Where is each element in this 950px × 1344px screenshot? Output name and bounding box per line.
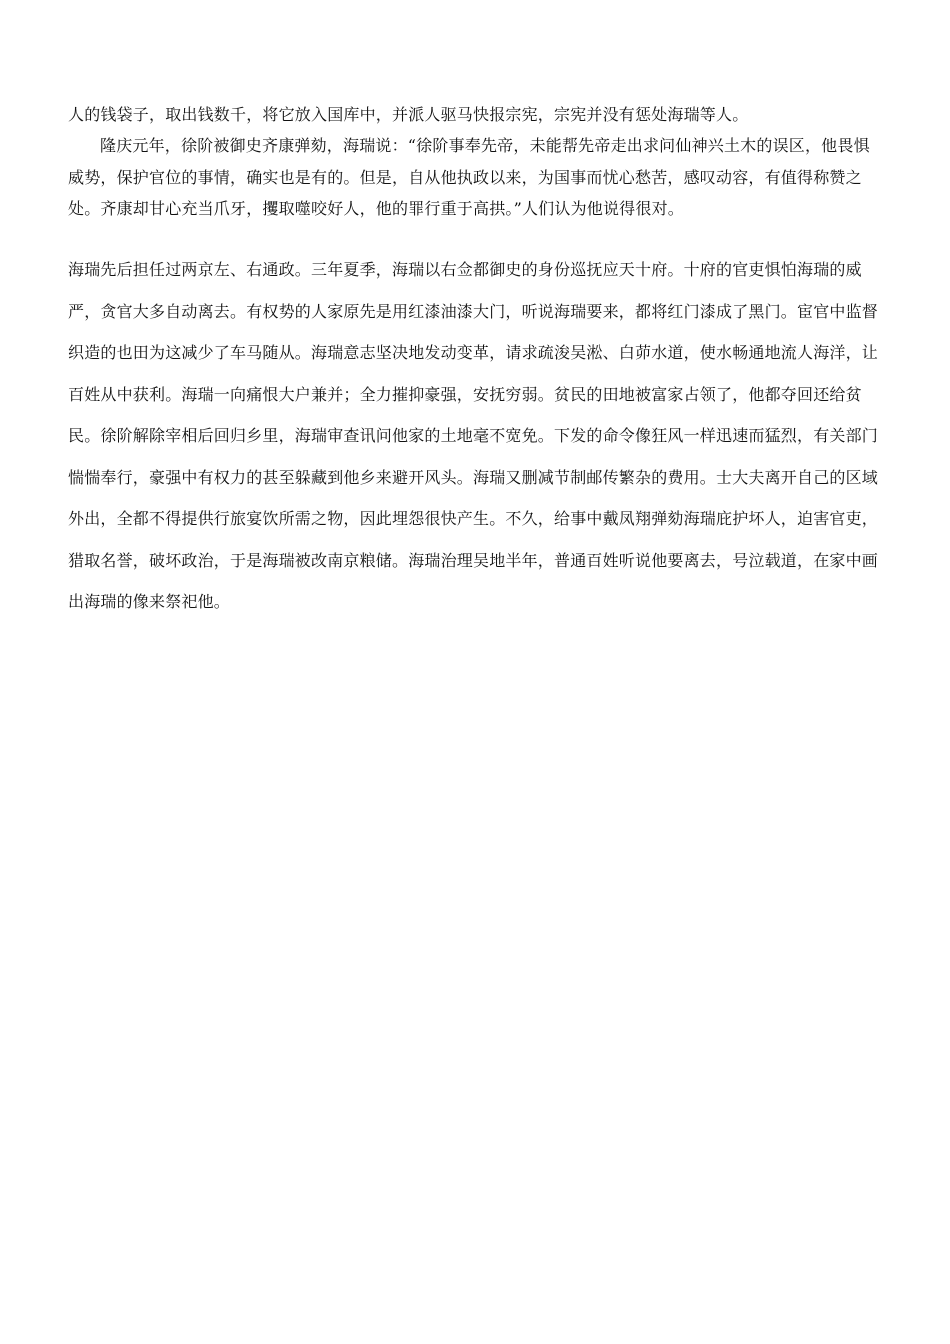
paragraph-longqing: 隆庆元年，徐阶被御史齐康弹劾，海瑞说：“徐阶事奉先帝，未能帮先帝走出求问仙神兴土木的误区，他畏惧威势，保护官位的事情，确实也是有的。但是，自从他执政以来，为国事而忧心愁苦，感叹动容，有值得称赞之处。齐康却甘心充当爪牙，攫取噬咬好人，他的罪行重于高拱。”人们认为他说得很对。 (68, 136, 870, 218)
paragraph-continuation: 人的钱袋子，取出钱数千，将它放入国库中，并派人驱马快报宗宪，宗宪并没有惩处海瑞等人。 (68, 105, 749, 124)
paragraph-hairui-governor: 海瑞先后担任过两京左、右通政。三年夏季，海瑞以右佥都御史的身份巡抚应天十府。十府的官吏惧怕海瑞的威严，贪官大多自动离去。有权势的人家原先是用红漆油漆大门，听说海瑞要来，都将红门漆成了黑门。宦官中监督织造的也田为这减少了车马随从。海瑞意志坚决地发动变革，请求疏浚吴淞、白茆水道，使水畅通地流人海洋，让百姓从中获利。海瑞一向痛恨大户兼并；全力摧抑豪强，安抚穷弱。贫民的田地被富家占领了，他都夺回还给贫民。徐阶解除宰相后回归乡里，海瑞审查讯问他家的土地毫不宽免。下发的命令像狂风一样迅速而猛烈，有关部门惴惴奉行，豪强中有权力的甚至躲藏到他乡来避开风头。海瑞又删减节制邮传繁杂的费用。士大夫离开自己的区域外出，全都不得提供行旅宴饮所需之物，因此埋怨很快产生。不久，给事中戴凤翔弹劾海瑞庇护坏人，迫害官吏，猎取名誉，破坏政治，于是海瑞被改南京粮储。海瑞治理吴地半年，普通百姓听说他要离去，号泣载道，在家中画出海瑞的像来祭祀他。 (68, 260, 879, 611)
